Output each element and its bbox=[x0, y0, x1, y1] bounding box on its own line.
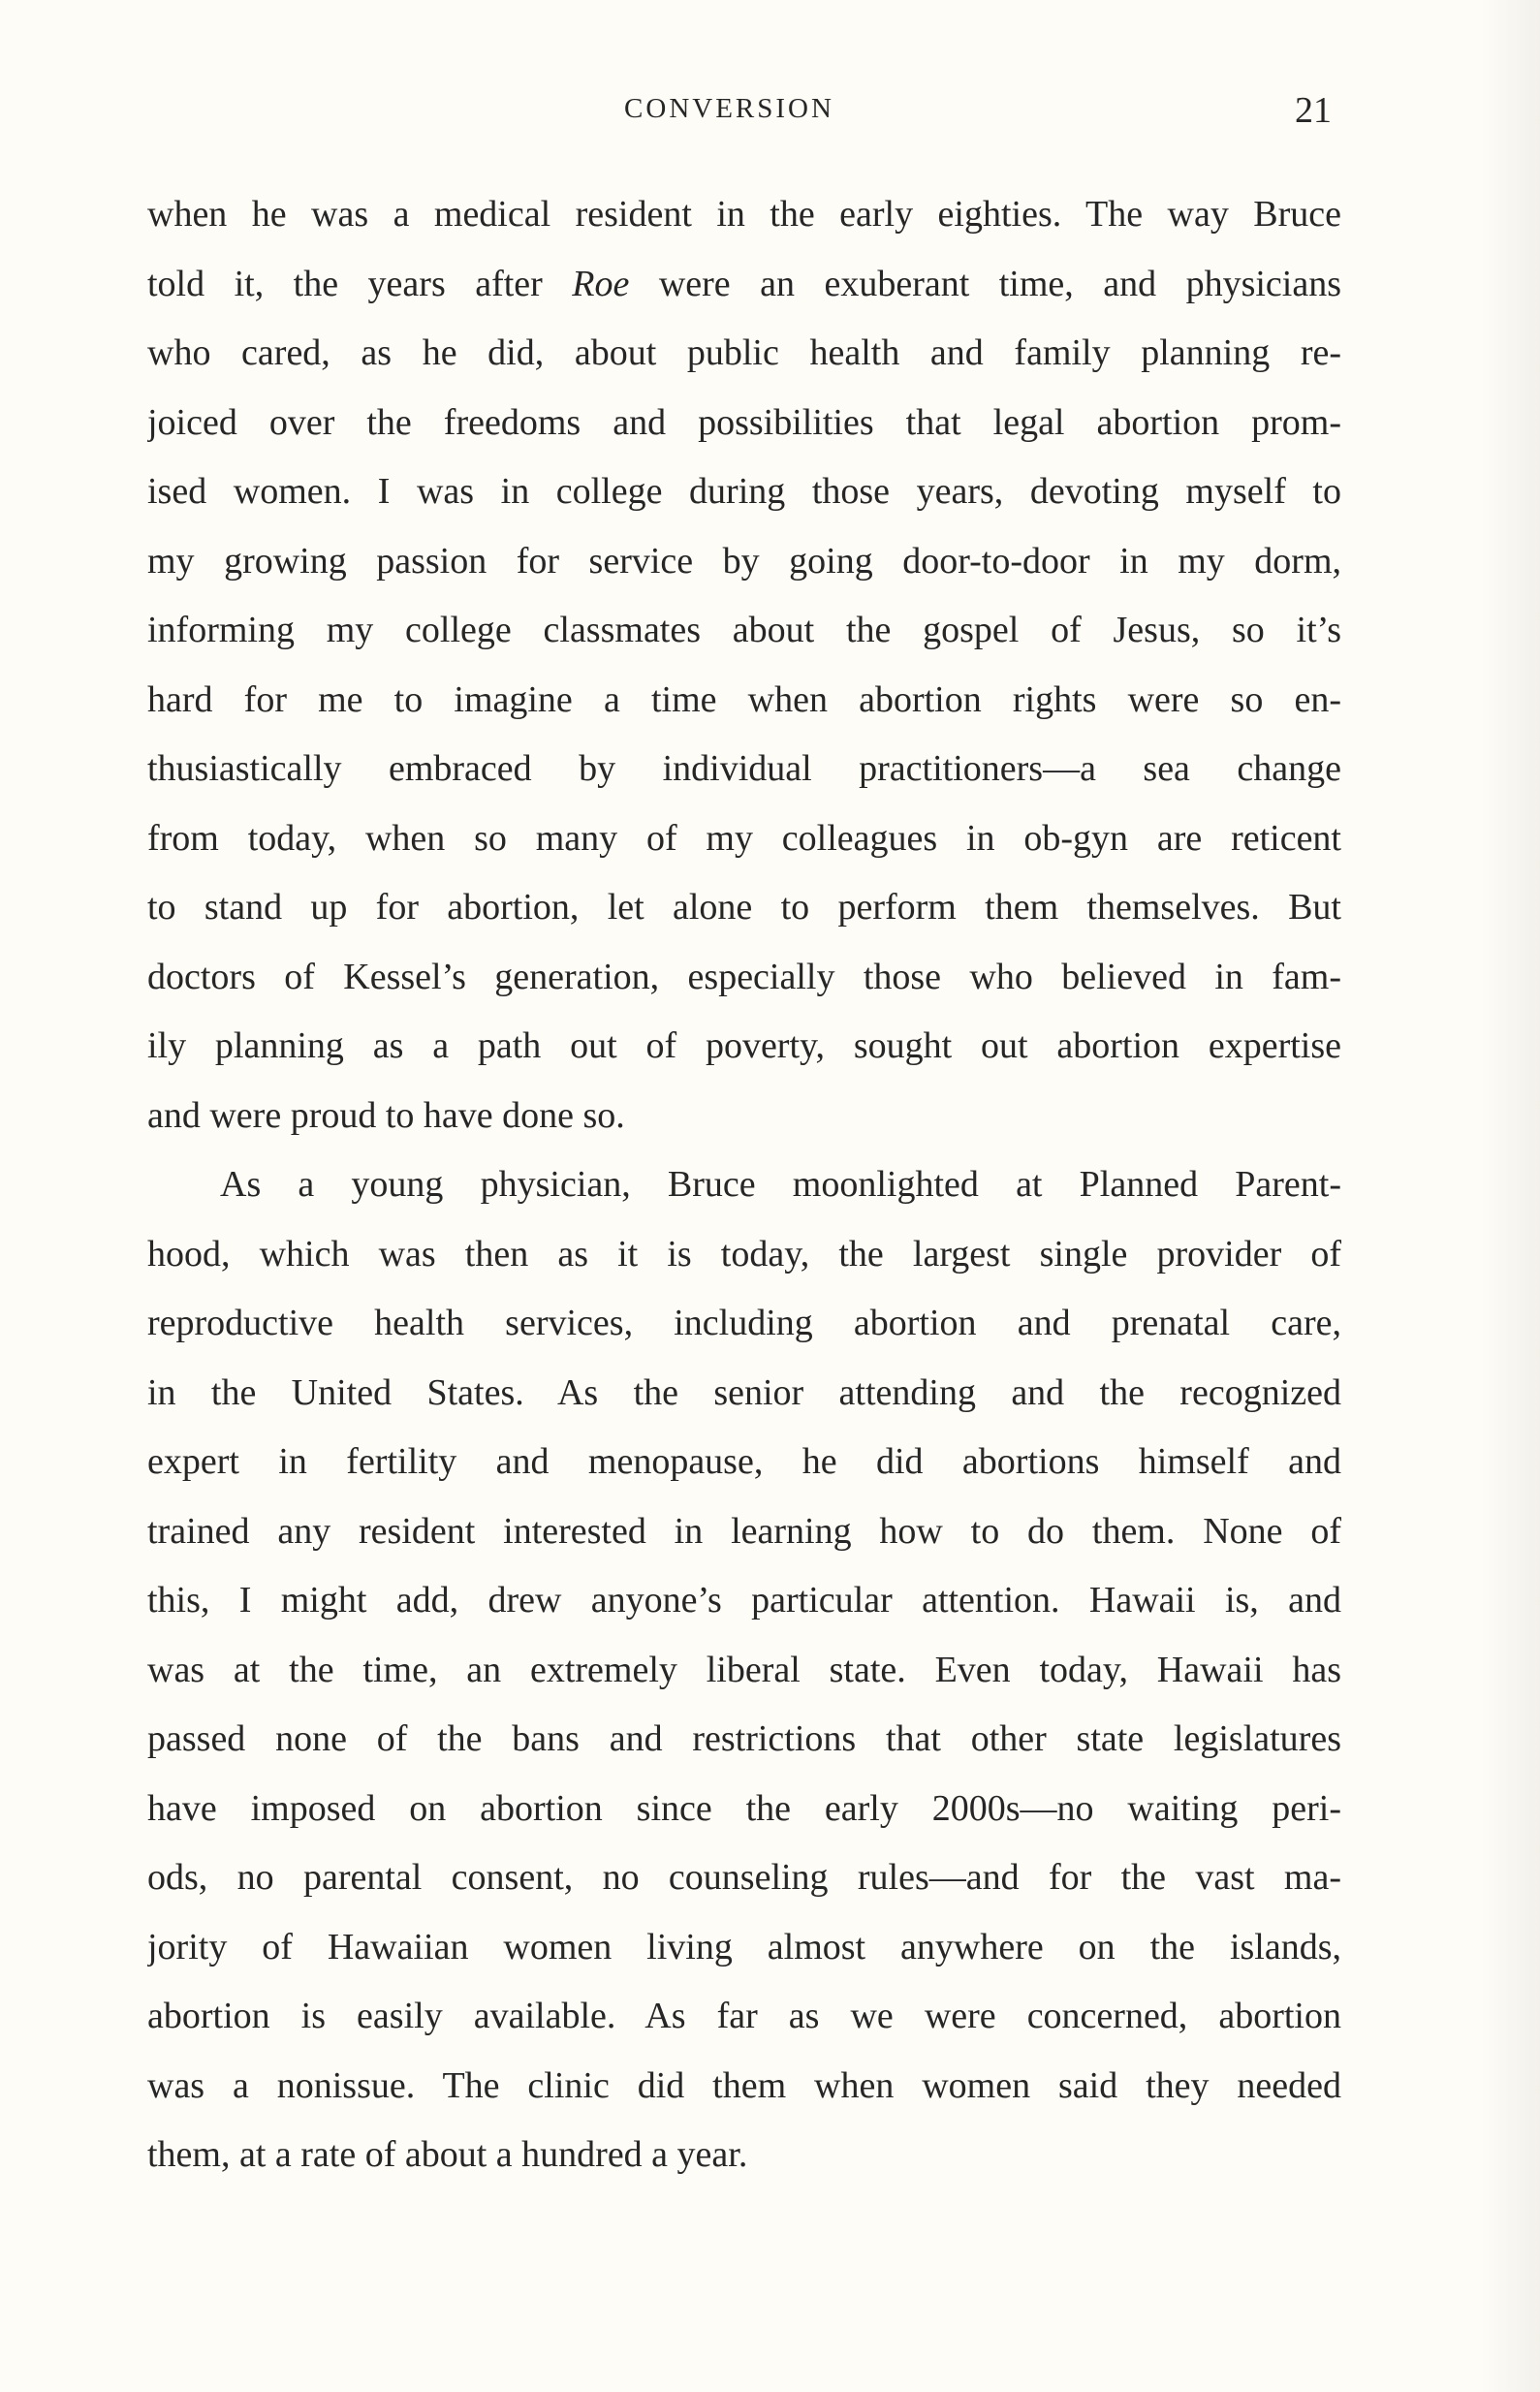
text-line: from today, when so many of my colleagues in ob-gyn are reticent bbox=[147, 817, 1341, 859]
text-line bbox=[147, 250, 1341, 320]
text-line: this, I might add, drew anyone’s particular attention. Hawaii is, and bbox=[147, 1580, 1341, 1621]
text-line: reproductive health services, including abortion and prenatal care, bbox=[147, 1303, 1341, 1343]
text-line: ods, no parental consent, no counseling rules—and for the vast ma- bbox=[147, 1857, 1341, 1898]
text-line: ily planning as a path out of poverty, sought out abortion expertise bbox=[147, 1025, 1341, 1066]
text-line: doctors of Kessel’s generation, especially those who believed in fam- bbox=[147, 956, 1341, 997]
text-line: trained any resident interested in learning how to do them. None of bbox=[147, 1510, 1341, 1552]
text-line: ised women. I was in college during those years, devoting myself to bbox=[147, 471, 1341, 512]
text-line: abortion is easily available. As far as we were concerned, abortion bbox=[147, 1996, 1341, 2036]
text-line: them, at a rate of about a hundred a year. bbox=[147, 2134, 748, 2175]
text-line: have imposed on abortion since the early 2000s—no waiting peri- bbox=[147, 1787, 1341, 1829]
text-line: who cared, as he did, about public health and family planning re- bbox=[147, 332, 1341, 373]
running-head bbox=[0, 90, 1540, 132]
text-line: informing my college classmates about the gospel of Jesus, so it’s bbox=[147, 610, 1341, 650]
page-edge-shadow bbox=[1482, 0, 1540, 2392]
text-segment: told it, the years after bbox=[147, 263, 543, 304]
text-line: my growing passion for service by going door-to-door in my dorm, bbox=[147, 540, 1341, 582]
text-line: when he was a medical resident in the early eighties. The way Bruce bbox=[147, 194, 1341, 235]
text-line: joiced over the freedoms and possibilities that legal abortion prom- bbox=[147, 401, 1341, 443]
text-line: was a nonissue. The clinic did them when women said they needed bbox=[147, 2064, 1341, 2106]
text-line: in the United States. As the senior attending and the recognized bbox=[147, 1371, 1341, 1413]
text-line: hard for me to imagine a time when abortion rights were so en- bbox=[147, 678, 1341, 720]
text-segment: were an exuberant time, and physicians bbox=[658, 263, 1341, 304]
text-line: jority of Hawaiian women living almost anywhere on the islands, bbox=[147, 1926, 1341, 1967]
text-line: As a young physician, Bruce moonlighted at Planned Parent- bbox=[220, 1164, 1341, 1205]
text-line: to stand up for abortion, let alone to perform them themselves. But bbox=[147, 887, 1341, 928]
text-line: was at the time, an extremely liberal state. Even today, Hawaii has bbox=[147, 1649, 1341, 1690]
text-line: and were proud to have done so. bbox=[147, 1094, 625, 1136]
italic-title: Roe bbox=[572, 263, 630, 304]
text-line: hood, which was then as it is today, the largest single provider of bbox=[147, 1233, 1341, 1275]
body-text bbox=[147, 180, 1341, 2190]
running-title: CONVERSION bbox=[624, 93, 834, 124]
page-number: 21 bbox=[1295, 90, 1332, 131]
text-line: expert in fertility and menopause, he did abortions himself and bbox=[147, 1441, 1341, 1482]
text-line: passed none of the bans and restrictions that other state legislatures bbox=[147, 1718, 1341, 1759]
text-line: thusiastically embraced by individual practitioners—a sea change bbox=[147, 748, 1341, 789]
